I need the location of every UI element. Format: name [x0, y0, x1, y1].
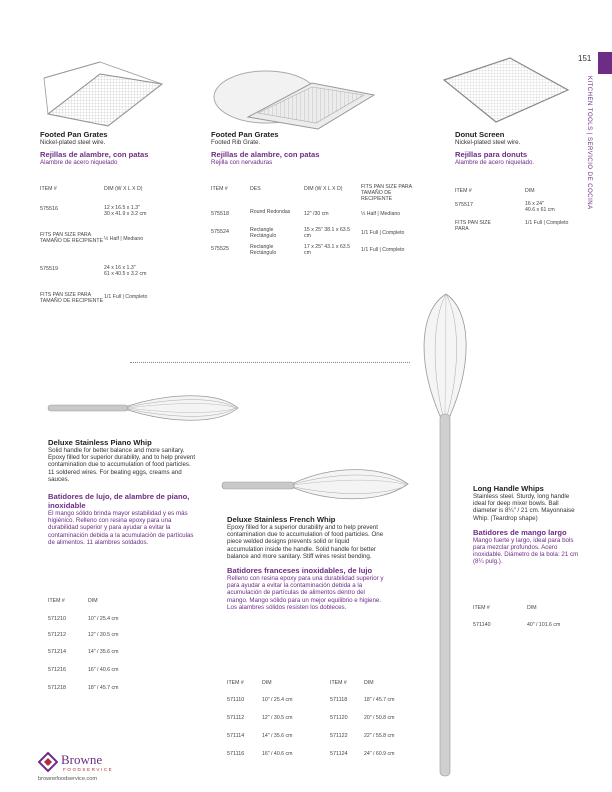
- product-desc-en: Nickel-plated steel wire.: [40, 139, 106, 146]
- item-number: 571140: [473, 622, 491, 628]
- dimension: 22" / 55.8 cm: [364, 733, 395, 739]
- product-desc-es: Alambre de acero niquelado: [40, 159, 118, 167]
- product-desc-es: Alambre de acero niquelado.: [455, 159, 535, 167]
- fit-value: 1/1 Full | Completo: [361, 247, 405, 253]
- product-footed-pan-grates: [40, 130, 200, 166]
- dimension: 12 x 16.5 x 1.3" 30 x 41.9 x 3.2 cm: [104, 205, 147, 218]
- dimension: 24" / 60.9 cm: [364, 751, 395, 757]
- item-number: 571116: [227, 751, 245, 757]
- brand-name: Browne: [61, 752, 103, 767]
- description: Rectangle Rectángulo: [250, 227, 277, 240]
- product-donut-screen: [455, 130, 579, 166]
- col-item-header: ITEM #: [40, 186, 57, 192]
- dimension: 16" / 40.6 cm: [88, 667, 119, 673]
- dimension: 16" / 40.6 cm: [262, 751, 293, 757]
- col-dim-header: DIM: [525, 188, 535, 194]
- brand-url: brownefoodservice.com: [38, 776, 98, 782]
- item-number: 575524: [211, 229, 229, 235]
- col-fit-header: FITS PAN SIZE PARA TAMAÑO DE RECIPIENTE: [361, 184, 412, 203]
- product-title: Footed Pan Grates: [211, 130, 279, 139]
- product-desc-es: Mango fuerte y largo, ideal para bols para mezclar profundos. Acero inoxidable. Diámetro de la bola: 21 cm (8¼ pulg.).: [473, 536, 579, 566]
- product-title-es: Rejillas de alambre, con patas: [40, 150, 149, 160]
- item-number: 571118: [330, 697, 348, 703]
- product-desc-en: Nickel-plated steel wire.: [455, 139, 521, 146]
- col-des-header: DES: [250, 186, 261, 192]
- product-desc-es: Rejilla con nervaduras: [211, 159, 273, 167]
- dimension: 12" / 30.5 cm: [262, 715, 293, 721]
- product-piano-whip: [48, 438, 198, 546]
- chapter-tab: [598, 52, 612, 74]
- product-title-es: Batidores franceses inoxidables, de lujo: [227, 566, 373, 576]
- product-title: Footed Pan Grates: [40, 130, 108, 139]
- description: Round Redondas: [250, 209, 291, 215]
- col-item-header: ITEM #: [211, 186, 228, 192]
- col-item-header: ITEM #: [330, 680, 347, 686]
- product-title: Long Handle Whips: [473, 484, 544, 493]
- col-item-header: ITEM #: [48, 598, 65, 604]
- item-number: 571218: [48, 685, 66, 691]
- product-title-es: Batidores de mango largo: [473, 527, 567, 537]
- item-number: 571216: [48, 667, 66, 673]
- col-dim-header: DIM: [88, 598, 98, 604]
- fit-label: FITS PAN SIZE PARA TAMAÑO DE RECIPIENTE: [40, 292, 104, 305]
- dimension: 14" / 35.6 cm: [88, 649, 119, 655]
- col-item-header: ITEM #: [473, 605, 490, 611]
- item-number: 571210: [48, 616, 66, 622]
- brand-mark-icon: [38, 752, 58, 772]
- dimension: 18" / 45.7 cm: [88, 685, 119, 691]
- product-title-es: Rejillas de alambre, con patas: [211, 150, 320, 160]
- dimension: 16 x 24" 40.6 x 61 cm: [525, 201, 555, 214]
- dimension: 17 x 25" 43.1 x 63.5 cm: [304, 244, 350, 257]
- product-title: Deluxe Stainless Piano Whip: [48, 438, 152, 447]
- col-dim-header: DIM (W X L X D): [304, 186, 343, 192]
- item-number: 571114: [227, 733, 245, 739]
- rib-grate-image: [208, 55, 378, 133]
- product-title-es: Batidores de lujo, de alambre de piano, inoxidable: [48, 492, 190, 511]
- dimension: 12" / 30.5 cm: [88, 632, 119, 638]
- long-whip-image: [410, 290, 480, 780]
- brand-logo: [38, 752, 158, 786]
- item-number: 571212: [48, 632, 66, 638]
- product-title: Donut Screen: [455, 130, 505, 139]
- dimension: 14" / 35.6 cm: [262, 733, 293, 739]
- section-divider: [130, 362, 410, 363]
- dimension: 12" /30 cm: [304, 211, 329, 217]
- fit-value: ½ Half | Mediano: [104, 236, 144, 242]
- dimension: 10" / 25.4 cm: [262, 697, 293, 703]
- item-number: 571110: [227, 697, 245, 703]
- item-number: 575518: [211, 211, 229, 217]
- page-number: 151: [578, 54, 592, 63]
- dimension: 15 x 25" 38.1 x 63.5 cm: [304, 227, 350, 240]
- dimension: 18" / 45.7 cm: [364, 697, 395, 703]
- fit-label: FITS PAN SIZE PARA: [455, 220, 491, 233]
- fit-label: FITS PAN SIZE PARA TAMAÑO DE RECIPIENTE: [40, 232, 104, 245]
- product-french-whip: [227, 515, 387, 611]
- product-desc-es: Relleno con resina epoxy para una durabilidad superior y para ayudar a evitar la contaminación debida a la acumulación de partículas de alimentos dentro del mango. Mango sólido para un mejor equilibrio e higiene. Los alambres sólidos resisten los dobleces.: [227, 575, 384, 611]
- item-number: 571214: [48, 649, 66, 655]
- product-desc-en: Solid handle for better balance and more sanitary. Epoxy filled for superior durability, and to help prevent contamination due to accumulation of food particles. 11 soldered wires. For beating eggs, creams and sauces.: [48, 447, 196, 483]
- product-title-es: Rejillas para donuts: [455, 150, 528, 160]
- product-rib-grate: [211, 130, 391, 166]
- item-number: 575517: [455, 202, 473, 208]
- col-item-header: ITEM #: [455, 188, 472, 194]
- donut-screen-image: [440, 52, 572, 126]
- product-desc-en: Footed Rib Grate.: [211, 139, 261, 146]
- description: Rectangle Rectángulo: [250, 244, 277, 257]
- item-number: 571112: [227, 715, 245, 721]
- brand-sub: FOODSERVICE: [63, 767, 114, 772]
- dimension: 24 x 16 x 1.3" 61 x 40.5 x 3.2 cm: [104, 265, 147, 278]
- fit-value: 1/1 Full | Completo: [525, 220, 569, 226]
- col-dim-header: DIM (W X L X D): [104, 186, 143, 192]
- col-dim-header: DIM: [527, 605, 537, 611]
- item-number: 575519: [40, 266, 58, 272]
- french-whip-image: [220, 462, 412, 508]
- product-desc-en: Epoxy filled for a superior durability and to help prevent contamination due to accumulation of food particles. One piece welded designs prevents solid or liquid accumulation inside the handle. Solid handle for better balance and more sanitary. Stiff wires resist bending.: [227, 524, 384, 560]
- dimension: 40" / 101.6 cm: [527, 622, 561, 628]
- dimension: 10" / 25.4 cm: [88, 616, 119, 622]
- fit-value: 1/1 Full | Completo: [104, 294, 148, 300]
- item-number: 575516: [40, 206, 58, 212]
- fit-value: ½ Half | Mediano: [361, 211, 401, 217]
- item-number: 571124: [330, 751, 348, 757]
- col-item-header: ITEM #: [227, 680, 244, 686]
- piano-whip-image: [46, 388, 242, 428]
- dimension: 20" / 50.8 cm: [364, 715, 395, 721]
- chapter-label: KITCHEN TOOLS | SERVICIO DE COCINA: [586, 76, 592, 210]
- fit-value: 1/1 Full | Completo: [361, 230, 405, 236]
- product-desc-en: Stainless steel. Sturdy, long handle ideal for deep mixer bowls. Ball diameter is 8¼" / 21 cm. Mayonnaise Whip. (Teardrop shape): [473, 493, 575, 522]
- item-number: 575525: [211, 246, 229, 252]
- pan-grate-image: [38, 52, 168, 130]
- product-title: Deluxe Stainless French Whip: [227, 515, 336, 524]
- product-long-handle-whip: [473, 484, 579, 566]
- item-number: 571120: [330, 715, 348, 721]
- col-dim-header: DIM: [364, 680, 374, 686]
- product-desc-es: El mango sólido brinda mayor estabilidad y es más higiénico. Relleno con resina epoxy para una durabilidad superior y para ayudar a evitar la contaminación debida a la acumulación de partículas de alimentos. 11 alambres soldados.: [48, 510, 194, 546]
- col-dim-header: DIM: [262, 680, 272, 686]
- item-number: 571122: [330, 733, 348, 739]
